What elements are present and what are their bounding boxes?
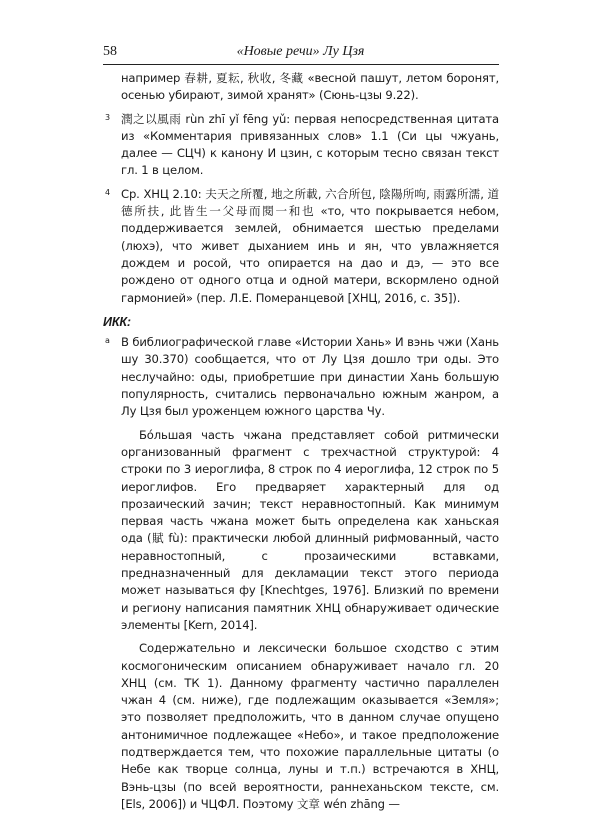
page-header <box>103 44 498 64</box>
footnote-3 <box>103 111 499 180</box>
paragraph: Бóльшая часть чжана представляет собой ритмически организованный фрагмент с трехчастной структурой: 4 строки по 3 иероглифа, 8 строк по 4 иероглифа, 12 строк по 5 иероглифов. Его предваряет характерный для од прозаический зачин; текст неравностопный. Как минимум первая часть чжана может быть определена как ханьская ода (賦 fù): практически любой длинный рифмованный, часто неравностопный, с прозаическими вставками, предназначенный для декламации текст этого периода может называться фу [Knechtges, 1976]. Близкий по времени и региону написания памятник ХНЦ обнаруживает одические элементы [Kern, 2014]. <box>121 427 499 632</box>
ikk-note-text: В библиографической главе «Истории Хань» И вэнь чжи (Хань шу 30.370) сообщается, что от Лу Цзя дошло три оды. Это неслучайно: оды, приобретшие при династии Хань большую популярность, считались первоначально южным жанром, а Лу Цзя был уроженцем южного царства Чу. <box>121 335 499 419</box>
page-number: 58 <box>103 44 117 59</box>
footnote-mark: 3 <box>105 112 110 122</box>
footnote-text: Ср. ХНЦ 2.10: 夫天之所覆, 地之所載, 六合所包, 陰陽所呴, 雨露所濡, 道德所扶, 此皆生一父母而閱一和也 «то, что покрывается небом, поддерживается землей, обнимается шестью пределами (люхэ), что живет дыханием инь и ян, что увлажняется дождем и росой, что опирается на дао и дэ, — это все рождено от одного отца и одной матери, вскормлено одной гармонией» (пер. Л.Е. Померанцевой [ХНЦ, 2016, с. 35]). <box>121 186 499 305</box>
footnote-continuation: например 春耕, 夏耘, 秋收, 冬藏 «весной пашут, летом боронят, осенью убирают, зимой хранят» (Сюнь-цзы 9.22). <box>121 71 499 103</box>
running-title: «Новые речи» Лу Цзя <box>236 44 365 59</box>
paragraph: Содержательно и лексически большое сходство с этим космогоническим описанием обнаруживает начало гл. 20 ХНЦ (см. ТК 1). Данному фрагменту частично параллелен чжан 4 (см. ниже), где подлежащим оказывается «Земля»; это позволяет предположить, что в данном случае опущено антонимичное подлежащее «Небо», и такое предположение подтверждается тем, что похожие параллельные цитаты (о Небе как творце солнца, луны и т.п.) встречаются в ХНЦ, Вэнь-цзы (по всей вероятности, раннеханьском тексте, см. [Els, 2006]) и ЧЦФЛ. Поэтому 文章 wén zhāng — <box>121 641 499 811</box>
page-body <box>103 70 499 819</box>
header-rule <box>103 64 499 65</box>
footnote-mark: a <box>105 336 110 346</box>
footnote-mark: 4 <box>105 187 110 197</box>
footnote-4 <box>103 186 499 307</box>
ikk-note-a <box>103 334 499 420</box>
ikk-heading: ИКК: <box>103 314 131 329</box>
footnote-text: 潤之以風雨 rùn zhī yǐ fēng yǔ: первая непосредственная цитата из «Комментария привязанных слов» 1.1 (Си цы чжуань, далее — СЦЧ) к канону И цзин, с которым тесно связан текст гл. 1 в целом. <box>121 111 499 178</box>
